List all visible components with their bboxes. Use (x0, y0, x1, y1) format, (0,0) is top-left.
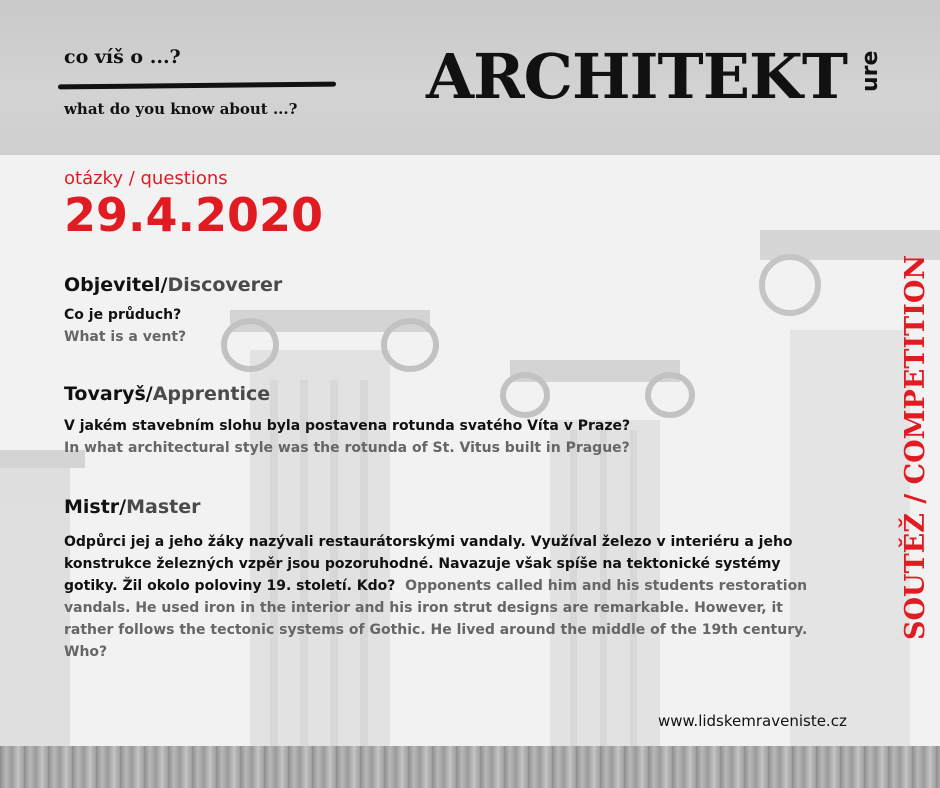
level-name-en: Apprentice (152, 383, 271, 405)
level-name-cz: Mistr/ (64, 496, 127, 518)
website-link[interactable]: www.lidskemraveniste.cz (658, 712, 847, 730)
level-name-cz: Tovaryš/ (64, 383, 153, 405)
level-name-en: Master (126, 496, 201, 518)
question-cz-apprentice: V jakém stavebním slohu byla postavena rotunda svatého Víta v Praze? (64, 418, 631, 434)
title-architekt: ARCHITEKT (426, 40, 847, 113)
question-cz-discoverer: Co je průduch? (64, 307, 182, 323)
tagline-english: what do you know about ...? (64, 100, 298, 118)
level-heading-master (64, 496, 201, 518)
tagline-czech: co víš o ...? (64, 46, 181, 68)
question-en-master: Opponents called him and his students restoration vandals. He used iron in the interior and his iron strut designs are remarkable. However, it rather follows the tectonic systems of Gothic. He lived around the middle of the 19th century. Who? (64, 578, 808, 660)
footer-column-bases (0, 746, 940, 788)
competition-banner: SOUTĚŽ / COMPETITION (900, 254, 931, 640)
question-master (64, 531, 824, 663)
questions-date: 29.4.2020 (64, 188, 323, 242)
title-suffix: ure (858, 50, 883, 92)
level-name-en: Discoverer (167, 274, 283, 296)
level-heading-apprentice (64, 383, 270, 405)
question-en-discoverer: What is a vent? (64, 329, 187, 345)
questions-label: otázky / questions (64, 168, 228, 189)
question-en-apprentice: In what architectural style was the rotunda of St. Vitus built in Prague? (64, 440, 630, 456)
question-cz-master: Odpůrci jej a jeho žáky nazývali restaurátorskými vandaly. Využíval železo v interiéru a jeho konstrukce železných vzpěr jsou pozoruhodné. Navazuje však spíše na tektonické systémy gotiky. Žil okolo poloviny 19. století. Kdo? (64, 534, 793, 594)
level-heading-discoverer (64, 274, 282, 296)
level-name-cz: Objevitel/ (64, 274, 168, 296)
